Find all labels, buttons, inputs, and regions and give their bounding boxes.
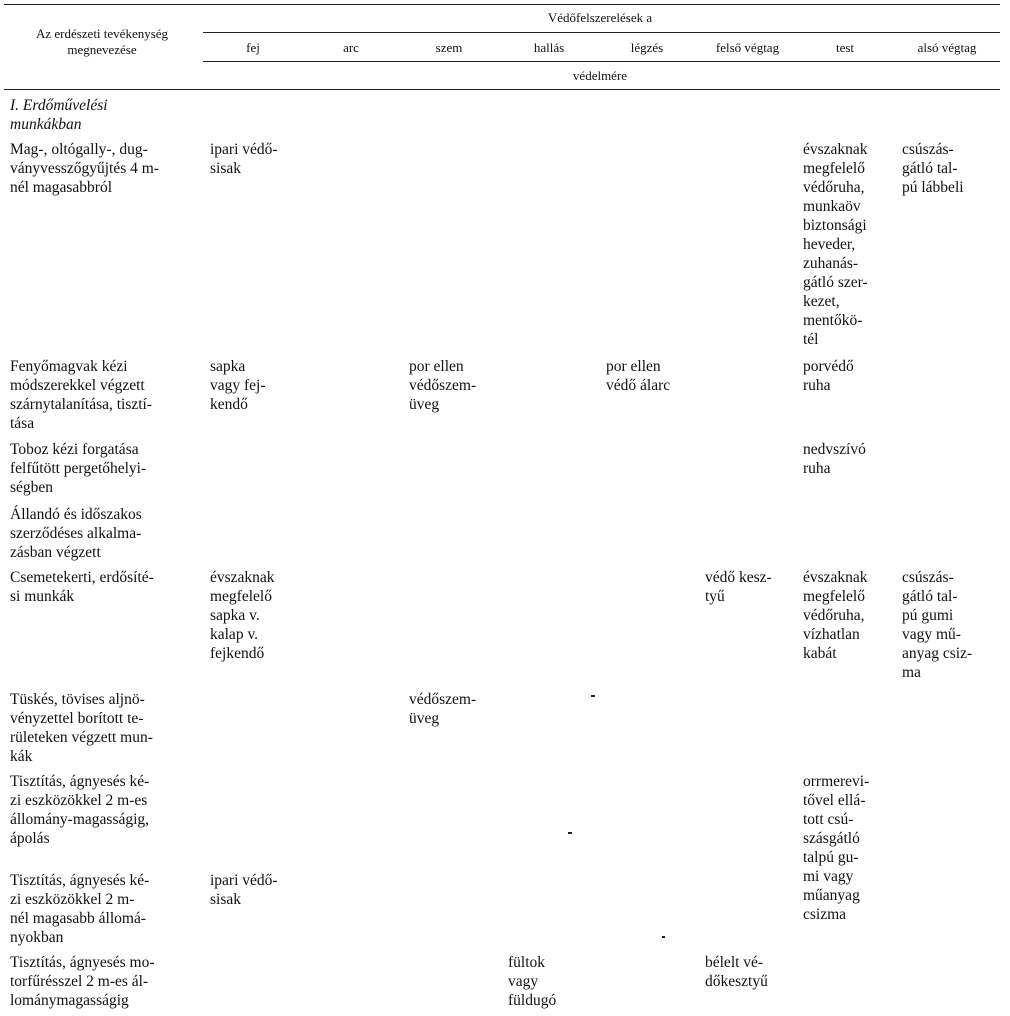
column-header-felso-vegtag: felső végtag (715, 40, 780, 55)
section-title: I. Erdőművelési munkákban (10, 97, 108, 133)
row-6-test: orrmerevi- tővel ellá- tott csú- szásgátló talpú gu- mi vagy műanyag csizma (803, 773, 870, 923)
column-header-test: test (835, 40, 855, 55)
row-6-activity: Tisztítás, ágnyesés ké- zi eszközökkel 2 m-es állomány-magasságig, ápolás (10, 773, 150, 847)
row-8-activity: Tisztítás, ágnyesés mo- torfűrésszel 2 m-es ál- lománymagasságig (10, 954, 155, 1009)
row-0-fej: ipari védő- sisak (210, 141, 278, 177)
header-mid-rule-upper (203, 32, 1000, 33)
row-4-also-vegtag: csúszás- gátló tal- pú gumi vagy mű- anyag csiz- ma (902, 569, 973, 681)
header-mid-rule-lower (203, 61, 1000, 62)
row-7-fej: ipari védő- sisak (210, 872, 278, 908)
row-0-also-vegtag: csúszás- gátló tal- pú lábbeli (902, 141, 964, 196)
header-footer-label: védelmére (572, 68, 628, 83)
scan-speck (662, 936, 665, 938)
row-1-fej: sapka vagy fej- kendő (210, 358, 266, 413)
row-0-test: évszaknak megfelelő védőruha, munkaöv biztonsági heveder, zuhanás- gátló szer- kezet, mentőkö- tél (803, 141, 868, 348)
row-2-test: nedvszívó ruha (803, 441, 866, 477)
header-bottom-rule (4, 89, 1000, 90)
equipment-group-header: Védőfelszerelések a (547, 10, 653, 25)
row-4-fej: évszaknak megfelelő sapka v. kalap v. fejkendő (210, 569, 275, 662)
row-0-activity: Mag-, oltógally-, dug- ványvesszőgyűjtés 4 m- nél magasabbról (10, 141, 159, 196)
scan-speck (591, 695, 595, 697)
column-header-also-vegtag: alsó végtag (917, 40, 977, 55)
row-8-felso-vegtag: bélelt vé- dőkesztyű (705, 954, 768, 990)
row-4-test: évszaknak megfelelő védőruha, vízhatlan kabát (803, 569, 868, 662)
row-5-szem: védőszem- üveg (409, 691, 477, 727)
column-header-arc: arc (343, 40, 359, 55)
row-1-activity: Fenyőmagvak kézi módszerekkel végzett szárnytalanítása, tisztí- tása (10, 358, 153, 432)
column-header-hallas: hallás (533, 40, 565, 55)
row-8-hallas: fültok vagy füldugó (508, 954, 557, 1009)
row-7-activity: Tisztítás, ágnyesés ké- zi eszközökkel 2 m- nél magasabb állomá- nyokban (10, 872, 150, 946)
column-header-fej: fej (246, 40, 260, 55)
column-header-szem: szem (435, 40, 463, 55)
header-top-rule (4, 4, 1000, 5)
row-2-activity: Toboz kézi forgatása felfűtött pergetőhelyi- ségben (10, 441, 147, 496)
row-4-felso-vegtag: védő kesz- tyű (705, 569, 772, 605)
row-1-test: porvédő ruha (803, 358, 854, 394)
row-3-activity: Állandó és időszakos szerződéses alkalma- zásban végzett (10, 506, 142, 561)
activity-column-header: Az erdészeti tevékenység megnevezése (35, 26, 169, 57)
scan-speck (568, 832, 572, 834)
row-5-activity: Tüskés, tövises aljnö- vényzettel borított te- rületeken végzett mun- kák (10, 691, 153, 765)
row-1-legzes: por ellen védő álarc (606, 358, 671, 394)
row-1-szem: por ellen védőszem- üveg (409, 358, 477, 413)
column-header-legzes: légzés (630, 40, 664, 55)
row-4-activity: Csemetekerti, erdősíté- si munkák (10, 569, 154, 605)
